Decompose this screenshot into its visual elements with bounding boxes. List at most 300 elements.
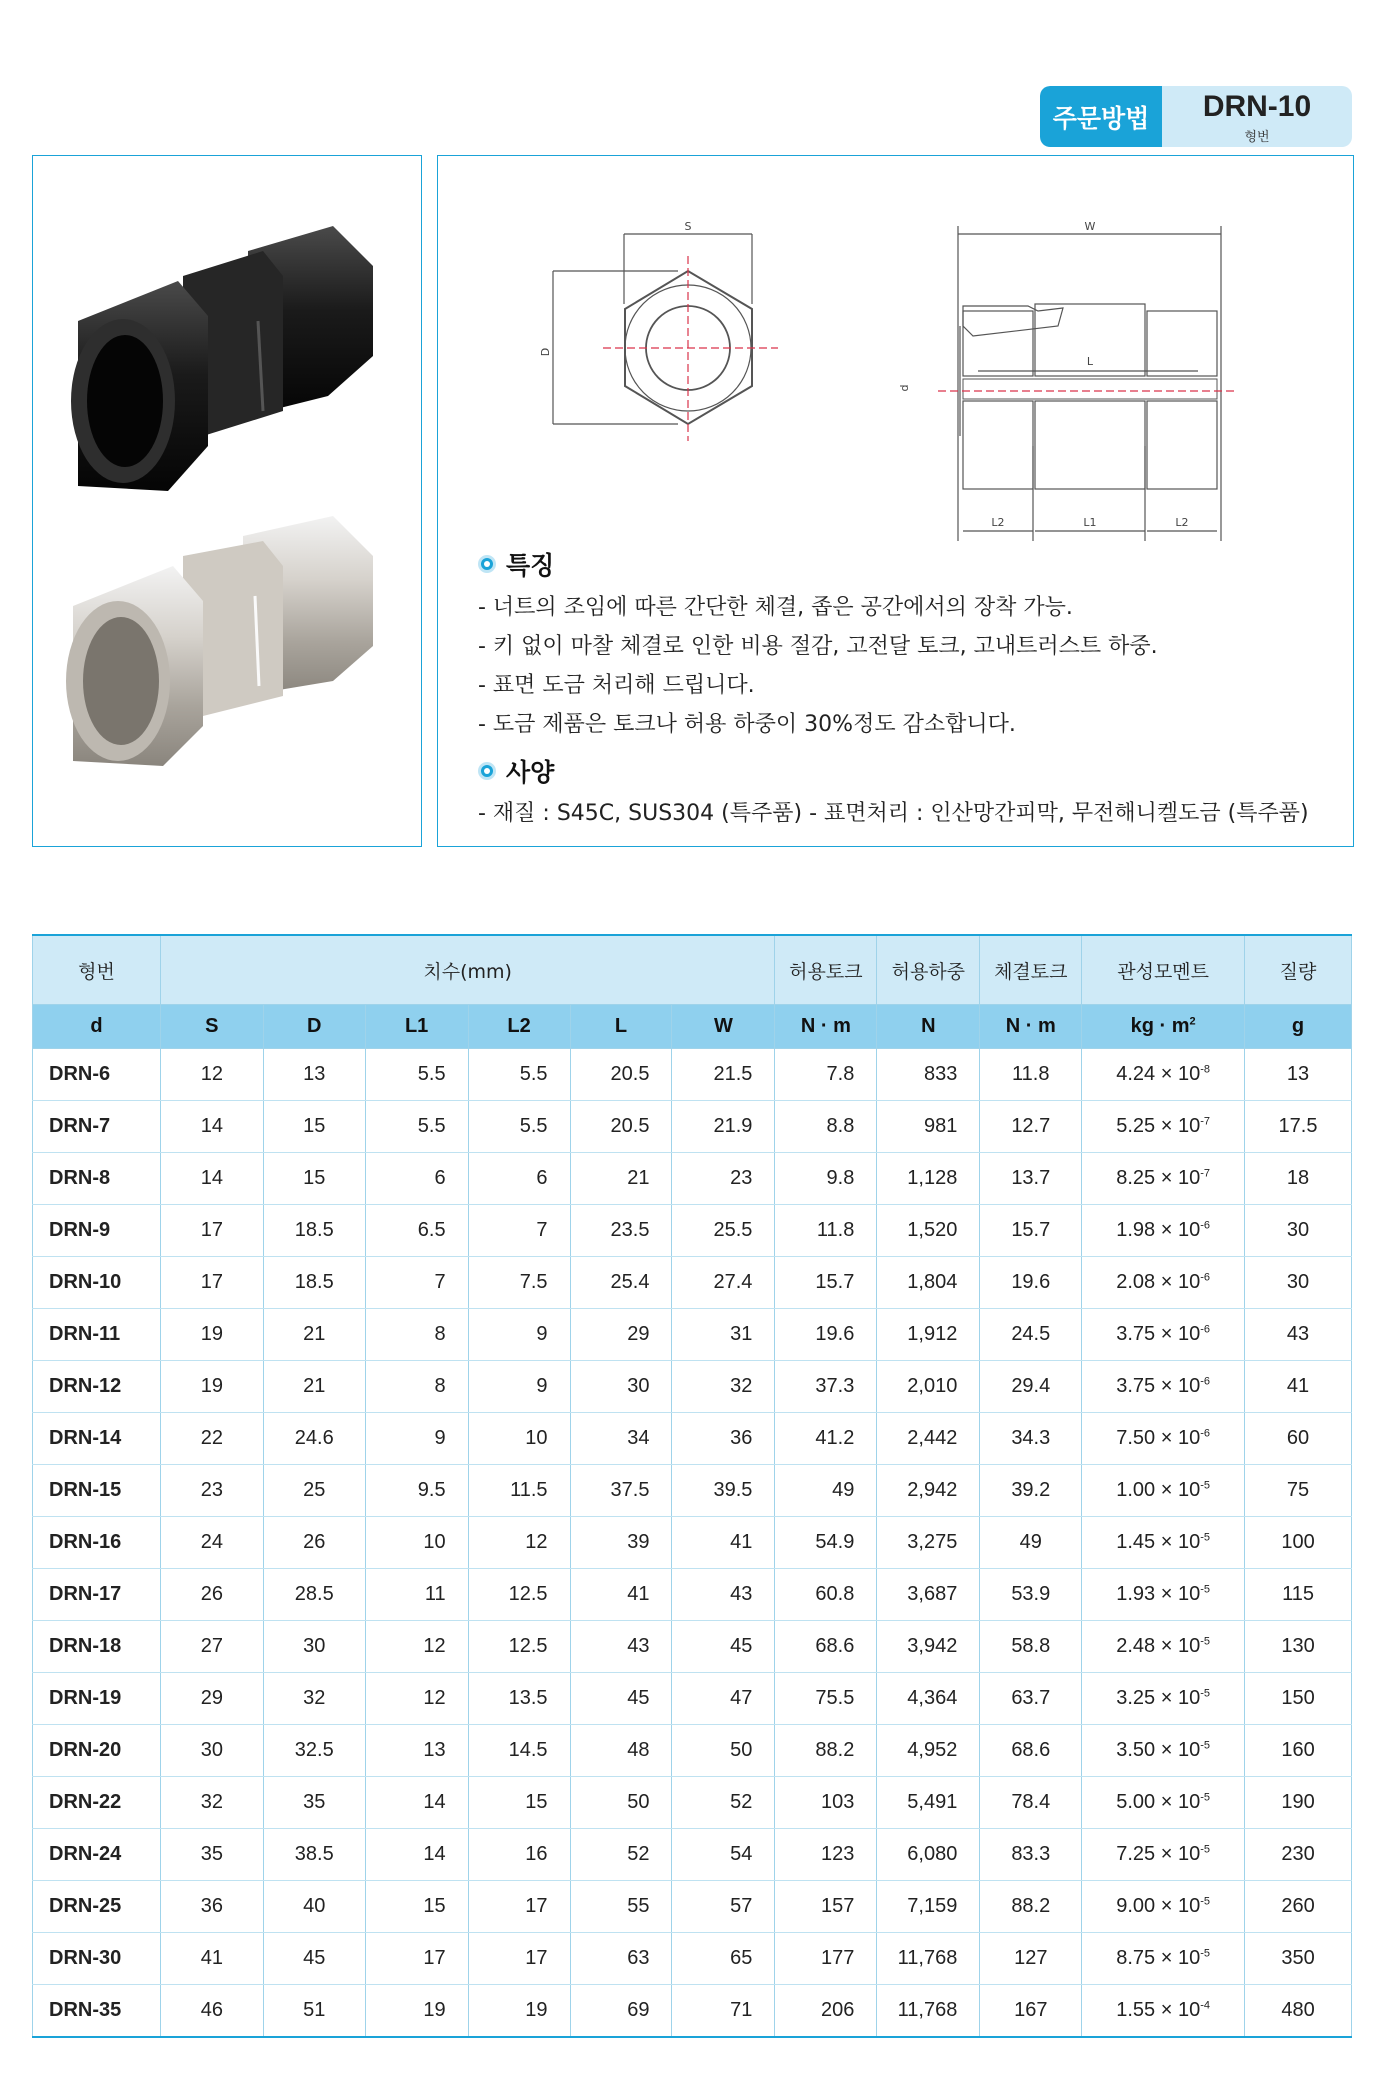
header-inertia: 관성모멘트: [1082, 935, 1245, 1005]
header-allow-load: 허용하중: [877, 935, 980, 1005]
value-cell: 12: [365, 1673, 468, 1725]
value-cell: 23: [672, 1153, 775, 1205]
value-cell: 7: [468, 1205, 570, 1257]
model-cell: DRN-22: [33, 1777, 161, 1829]
mass-cell: 43: [1245, 1309, 1352, 1361]
value-cell: 22: [160, 1413, 263, 1465]
mass-cell: 41: [1245, 1361, 1352, 1413]
unit-inertia: kg · $m^2$: [1082, 1005, 1245, 1049]
value-cell: 39.5: [672, 1465, 775, 1517]
value-cell: 9: [468, 1361, 570, 1413]
front-view-drawing: [553, 234, 752, 424]
model-cell: DRN-16: [33, 1517, 161, 1569]
inertia-cell: $2.48 \times 10^{-5}$: [1082, 1621, 1245, 1673]
inertia-cell: $3.75 \times 10^{-6}$: [1082, 1309, 1245, 1361]
value-cell: 10: [468, 1413, 570, 1465]
value-cell: 51: [263, 1985, 365, 2038]
mass-cell: 230: [1245, 1829, 1352, 1881]
value-cell: 15: [263, 1153, 365, 1205]
model-cell: DRN-25: [33, 1881, 161, 1933]
value-cell: 5.5: [468, 1101, 570, 1153]
specs-text: - 재질 : S45C, SUS304 (특주품) - 표면처리 : 인산망간피막, 무전해니켈도금 (특주품): [478, 801, 1309, 826]
model-cell: DRN-14: [33, 1413, 161, 1465]
dim-w-label: W: [1084, 220, 1096, 233]
side-view-drawing: [958, 226, 1221, 541]
model-cell: DRN-35: [33, 1985, 161, 2038]
value-cell: 75.5: [775, 1673, 877, 1725]
value-cell: 12.5: [468, 1621, 570, 1673]
value-cell: 68.6: [775, 1621, 877, 1673]
value-cell: 15: [468, 1777, 570, 1829]
value-cell: 17: [468, 1881, 570, 1933]
mass-cell: 350: [1245, 1933, 1352, 1985]
value-cell: 12: [468, 1517, 570, 1569]
value-cell: 15: [365, 1881, 468, 1933]
value-cell: 32: [160, 1777, 263, 1829]
inertia-cell: $8.25 \times 10^{-7}$: [1082, 1153, 1245, 1205]
product-photo-panel: [32, 155, 422, 847]
value-cell: 9.5: [365, 1465, 468, 1517]
value-cell: 24.6: [263, 1413, 365, 1465]
mass-cell: 480: [1245, 1985, 1352, 2038]
header-dimensions: 치수(mm): [160, 935, 775, 1005]
unit-d: d: [33, 1005, 161, 1049]
value-cell: 15.7: [980, 1205, 1082, 1257]
unit-mass: g: [1245, 1005, 1352, 1049]
mass-cell: 30: [1245, 1205, 1352, 1257]
value-cell: 13: [365, 1725, 468, 1777]
value-cell: 36: [672, 1413, 775, 1465]
value-cell: 26: [160, 1569, 263, 1621]
value-cell: 5,491: [877, 1777, 980, 1829]
unit-l1: L1: [365, 1005, 468, 1049]
inertia-cell: $5.00 \times 10^{-5}$: [1082, 1777, 1245, 1829]
table-group-header-row: [33, 935, 1352, 1005]
value-cell: 88.2: [775, 1725, 877, 1777]
model-cell: DRN-20: [33, 1725, 161, 1777]
value-cell: 5.5: [468, 1049, 570, 1101]
mass-cell: 100: [1245, 1517, 1352, 1569]
model-cell: DRN-15: [33, 1465, 161, 1517]
value-cell: 55: [570, 1881, 672, 1933]
value-cell: 12.5: [468, 1569, 570, 1621]
value-cell: 4,364: [877, 1673, 980, 1725]
value-cell: 49: [775, 1465, 877, 1517]
model-cell: DRN-11: [33, 1309, 161, 1361]
table-row: [33, 1049, 1352, 1101]
dim-small-d-label: d: [898, 384, 911, 392]
table-row: [33, 1621, 1352, 1673]
value-cell: 54.9: [775, 1517, 877, 1569]
feature-item: - 너트의 조임에 따른 간단한 체결, 좁은 공간에서의 장착 가능.: [478, 595, 1073, 620]
value-cell: 60.8: [775, 1569, 877, 1621]
dim-l2-right-label: L2: [1175, 516, 1189, 529]
value-cell: 45: [570, 1673, 672, 1725]
unit-s: S: [160, 1005, 263, 1049]
dim-d-label: D: [539, 347, 552, 357]
value-cell: 13.7: [980, 1153, 1082, 1205]
value-cell: 30: [570, 1361, 672, 1413]
value-cell: 32: [263, 1673, 365, 1725]
value-cell: 981: [877, 1101, 980, 1153]
value-cell: 11.5: [468, 1465, 570, 1517]
value-cell: 21: [570, 1153, 672, 1205]
value-cell: 19: [468, 1985, 570, 2038]
value-cell: 19.6: [980, 1257, 1082, 1309]
value-cell: 6,080: [877, 1829, 980, 1881]
value-cell: 39: [570, 1517, 672, 1569]
value-cell: 50: [570, 1777, 672, 1829]
value-cell: 12: [160, 1049, 263, 1101]
order-method-label: 주문방법: [1040, 86, 1162, 147]
value-cell: 25.5: [672, 1205, 775, 1257]
inertia-cell: $7.50 \times 10^{-6}$: [1082, 1413, 1245, 1465]
value-cell: 103: [775, 1777, 877, 1829]
value-cell: 833: [877, 1049, 980, 1101]
value-cell: 17: [468, 1933, 570, 1985]
inertia-cell: $1.00 \times 10^{-5}$: [1082, 1465, 1245, 1517]
model-cell: DRN-17: [33, 1569, 161, 1621]
inertia-cell: $3.75 \times 10^{-6}$: [1082, 1361, 1245, 1413]
value-cell: 14: [160, 1101, 263, 1153]
mass-cell: 115: [1245, 1569, 1352, 1621]
table-row: [33, 1153, 1352, 1205]
value-cell: 19: [160, 1309, 263, 1361]
silver-coupling-image: [66, 516, 373, 766]
table-row: [33, 1361, 1352, 1413]
inertia-cell: $2.08 \times 10^{-6}$: [1082, 1257, 1245, 1309]
unit-tight-torque: N · m: [980, 1005, 1082, 1049]
value-cell: 18.5: [263, 1257, 365, 1309]
mass-cell: 13: [1245, 1049, 1352, 1101]
value-cell: 167: [980, 1985, 1082, 2038]
value-cell: 34.3: [980, 1413, 1082, 1465]
unit-D: D: [263, 1005, 365, 1049]
model-cell: DRN-30: [33, 1933, 161, 1985]
value-cell: 69: [570, 1985, 672, 2038]
model-cell: DRN-6: [33, 1049, 161, 1101]
value-cell: 21: [263, 1361, 365, 1413]
header-tight-torque: 체결토크: [980, 935, 1082, 1005]
unit-l2: L2: [468, 1005, 570, 1049]
value-cell: 21: [263, 1309, 365, 1361]
inertia-cell: $1.98 \times 10^{-6}$: [1082, 1205, 1245, 1257]
value-cell: 12.7: [980, 1101, 1082, 1153]
value-cell: 83.3: [980, 1829, 1082, 1881]
mass-cell: 190: [1245, 1777, 1352, 1829]
value-cell: 14: [160, 1153, 263, 1205]
value-cell: 52: [570, 1829, 672, 1881]
value-cell: 57: [672, 1881, 775, 1933]
value-cell: 11,768: [877, 1985, 980, 2038]
feature-item: - 표면 도금 처리해 드립니다.: [478, 673, 755, 698]
table-row: [33, 1933, 1352, 1985]
value-cell: 157: [775, 1881, 877, 1933]
value-cell: 9: [365, 1413, 468, 1465]
mass-cell: 18: [1245, 1153, 1352, 1205]
value-cell: 12: [365, 1621, 468, 1673]
value-cell: 13.5: [468, 1673, 570, 1725]
inertia-cell: $7.25 \times 10^{-5}$: [1082, 1829, 1245, 1881]
value-cell: 34: [570, 1413, 672, 1465]
model-cell: DRN-12: [33, 1361, 161, 1413]
value-cell: 206: [775, 1985, 877, 2038]
inertia-cell: $4.24 \times 10^{-8}$: [1082, 1049, 1245, 1101]
value-cell: 14.5: [468, 1725, 570, 1777]
table-row: [33, 1413, 1352, 1465]
dim-l-label: L: [1086, 355, 1094, 368]
value-cell: 9: [468, 1309, 570, 1361]
unit-load: N: [877, 1005, 980, 1049]
value-cell: 58.8: [980, 1621, 1082, 1673]
value-cell: 68.6: [980, 1725, 1082, 1777]
unit-w: W: [672, 1005, 775, 1049]
value-cell: 37.3: [775, 1361, 877, 1413]
value-cell: 54: [672, 1829, 775, 1881]
value-cell: 8.8: [775, 1101, 877, 1153]
value-cell: 6: [365, 1153, 468, 1205]
mass-cell: 160: [1245, 1725, 1352, 1777]
value-cell: 15: [263, 1101, 365, 1153]
value-cell: 2,010: [877, 1361, 980, 1413]
mass-cell: 260: [1245, 1881, 1352, 1933]
table-row: [33, 1673, 1352, 1725]
value-cell: 7.5: [468, 1257, 570, 1309]
table-row: [33, 1777, 1352, 1829]
value-cell: 14: [365, 1829, 468, 1881]
value-cell: 24: [160, 1517, 263, 1569]
value-cell: 48: [570, 1725, 672, 1777]
value-cell: 35: [263, 1777, 365, 1829]
value-cell: 43: [672, 1569, 775, 1621]
header-allow-torque: 허용토크: [775, 935, 877, 1005]
features-title: 특징: [506, 551, 555, 580]
value-cell: 3,687: [877, 1569, 980, 1621]
value-cell: 29: [570, 1309, 672, 1361]
order-model-code: DRN-10: [1202, 90, 1312, 123]
value-cell: 78.4: [980, 1777, 1082, 1829]
value-cell: 1,128: [877, 1153, 980, 1205]
value-cell: 123: [775, 1829, 877, 1881]
table-body: [33, 1049, 1352, 2038]
value-cell: 41.2: [775, 1413, 877, 1465]
table-row: [33, 1985, 1352, 2038]
value-cell: 52: [672, 1777, 775, 1829]
value-cell: 5.5: [365, 1101, 468, 1153]
table-row: [33, 1309, 1352, 1361]
model-cell: DRN-10: [33, 1257, 161, 1309]
table-row: [33, 1465, 1352, 1517]
value-cell: 37.5: [570, 1465, 672, 1517]
mass-cell: 17.5: [1245, 1101, 1352, 1153]
value-cell: 13: [263, 1049, 365, 1101]
value-cell: 29: [160, 1673, 263, 1725]
table-row: [33, 1517, 1352, 1569]
inertia-cell: $9.00 \times 10^{-5}$: [1082, 1881, 1245, 1933]
features-bullet-icon: [478, 555, 496, 573]
value-cell: 1,520: [877, 1205, 980, 1257]
value-cell: 17: [160, 1257, 263, 1309]
model-cell: DRN-19: [33, 1673, 161, 1725]
value-cell: 26: [263, 1517, 365, 1569]
value-cell: 11,768: [877, 1933, 980, 1985]
value-cell: 32: [672, 1361, 775, 1413]
value-cell: 3,942: [877, 1621, 980, 1673]
mass-cell: 60: [1245, 1413, 1352, 1465]
mass-cell: 130: [1245, 1621, 1352, 1673]
header-mass: 질량: [1245, 935, 1352, 1005]
value-cell: 63.7: [980, 1673, 1082, 1725]
value-cell: 19: [365, 1985, 468, 2038]
value-cell: 20.5: [570, 1101, 672, 1153]
order-model-caption: 형번: [1244, 130, 1270, 145]
product-photo-illustration: [33, 156, 421, 846]
value-cell: 7,159: [877, 1881, 980, 1933]
value-cell: 18.5: [263, 1205, 365, 1257]
technical-drawing: [438, 156, 1353, 546]
dim-s-label: S: [684, 220, 692, 233]
value-cell: 21.9: [672, 1101, 775, 1153]
value-cell: 27: [160, 1621, 263, 1673]
black-coupling-image: [71, 226, 373, 491]
table-row: [33, 1257, 1352, 1309]
value-cell: 49: [980, 1517, 1082, 1569]
value-cell: 5.5: [365, 1049, 468, 1101]
specs-heading: [478, 753, 554, 789]
value-cell: 31: [672, 1309, 775, 1361]
value-cell: 7.8: [775, 1049, 877, 1101]
inertia-cell: $3.50 \times 10^{-5}$: [1082, 1725, 1245, 1777]
order-method-badge: [1040, 86, 1352, 147]
value-cell: 30: [160, 1725, 263, 1777]
value-cell: 41: [570, 1569, 672, 1621]
value-cell: 20.5: [570, 1049, 672, 1101]
table-row: [33, 1725, 1352, 1777]
value-cell: 11: [365, 1569, 468, 1621]
value-cell: 45: [263, 1933, 365, 1985]
inertia-cell: $1.93 \times 10^{-5}$: [1082, 1569, 1245, 1621]
value-cell: 7: [365, 1257, 468, 1309]
value-cell: 53.9: [980, 1569, 1082, 1621]
table-row: [33, 1569, 1352, 1621]
value-cell: 27.4: [672, 1257, 775, 1309]
value-cell: 88.2: [980, 1881, 1082, 1933]
value-cell: 24.5: [980, 1309, 1082, 1361]
model-cell: DRN-7: [33, 1101, 161, 1153]
dim-l1-label: L1: [1083, 516, 1097, 529]
value-cell: 21.5: [672, 1049, 775, 1101]
value-cell: 127: [980, 1933, 1082, 1985]
value-cell: 71: [672, 1985, 775, 2038]
mass-cell: 30: [1245, 1257, 1352, 1309]
value-cell: 45: [672, 1621, 775, 1673]
value-cell: 25: [263, 1465, 365, 1517]
mass-cell: 75: [1245, 1465, 1352, 1517]
table-unit-header-row: [33, 1005, 1352, 1049]
model-cell: DRN-9: [33, 1205, 161, 1257]
value-cell: 40: [263, 1881, 365, 1933]
value-cell: 4,952: [877, 1725, 980, 1777]
value-cell: 25.4: [570, 1257, 672, 1309]
value-cell: 17: [160, 1205, 263, 1257]
value-cell: 19.6: [775, 1309, 877, 1361]
value-cell: 9.8: [775, 1153, 877, 1205]
info-panel: [437, 155, 1354, 847]
value-cell: 65: [672, 1933, 775, 1985]
value-cell: 38.5: [263, 1829, 365, 1881]
inertia-cell: $8.75 \times 10^{-5}$: [1082, 1933, 1245, 1985]
value-cell: 1,804: [877, 1257, 980, 1309]
value-cell: 177: [775, 1933, 877, 1985]
value-cell: 30: [263, 1621, 365, 1673]
value-cell: 6.5: [365, 1205, 468, 1257]
table-row: [33, 1881, 1352, 1933]
table-row: [33, 1101, 1352, 1153]
feature-item: - 도금 제품은 토크나 허용 하중이 30%정도 감소합니다.: [478, 712, 1016, 737]
value-cell: 41: [160, 1933, 263, 1985]
features-list: [478, 588, 1158, 744]
table-row: [33, 1205, 1352, 1257]
value-cell: 23.5: [570, 1205, 672, 1257]
value-cell: 10: [365, 1517, 468, 1569]
value-cell: 43: [570, 1621, 672, 1673]
value-cell: 11.8: [775, 1205, 877, 1257]
value-cell: 29.4: [980, 1361, 1082, 1413]
value-cell: 2,442: [877, 1413, 980, 1465]
specs-title: 사양: [506, 758, 555, 787]
value-cell: 23: [160, 1465, 263, 1517]
value-cell: 8: [365, 1361, 468, 1413]
value-cell: 17: [365, 1933, 468, 1985]
header-model: 형번: [33, 935, 161, 1005]
model-cell: DRN-18: [33, 1621, 161, 1673]
value-cell: 35: [160, 1829, 263, 1881]
specs-bullet-icon: [478, 762, 496, 780]
inertia-cell: $5.25 \times 10^{-7}$: [1082, 1101, 1245, 1153]
value-cell: 36: [160, 1881, 263, 1933]
value-cell: 2,942: [877, 1465, 980, 1517]
spec-table: [32, 934, 1352, 2038]
value-cell: 46: [160, 1985, 263, 2038]
feature-item: - 키 없이 마찰 체결로 인한 비용 절감, 고전달 토크, 고내트러스트 하중.: [478, 634, 1158, 659]
model-cell: DRN-24: [33, 1829, 161, 1881]
value-cell: 28.5: [263, 1569, 365, 1621]
inertia-cell: $1.55 \times 10^{-4}$: [1082, 1985, 1245, 2038]
unit-torque: N · m: [775, 1005, 877, 1049]
unit-l: L: [570, 1005, 672, 1049]
value-cell: 39.2: [980, 1465, 1082, 1517]
table-row: [33, 1829, 1352, 1881]
value-cell: 3,275: [877, 1517, 980, 1569]
inertia-cell: $1.45 \times 10^{-5}$: [1082, 1517, 1245, 1569]
value-cell: 32.5: [263, 1725, 365, 1777]
value-cell: 63: [570, 1933, 672, 1985]
model-cell: DRN-8: [33, 1153, 161, 1205]
value-cell: 47: [672, 1673, 775, 1725]
features-heading: [478, 546, 554, 582]
dim-l2-left-label: L2: [991, 516, 1005, 529]
value-cell: 50: [672, 1725, 775, 1777]
value-cell: 16: [468, 1829, 570, 1881]
value-cell: 19: [160, 1361, 263, 1413]
value-cell: 6: [468, 1153, 570, 1205]
value-cell: 11.8: [980, 1049, 1082, 1101]
value-cell: 41: [672, 1517, 775, 1569]
value-cell: 8: [365, 1309, 468, 1361]
value-cell: 14: [365, 1777, 468, 1829]
value-cell: 15.7: [775, 1257, 877, 1309]
mass-cell: 150: [1245, 1673, 1352, 1725]
